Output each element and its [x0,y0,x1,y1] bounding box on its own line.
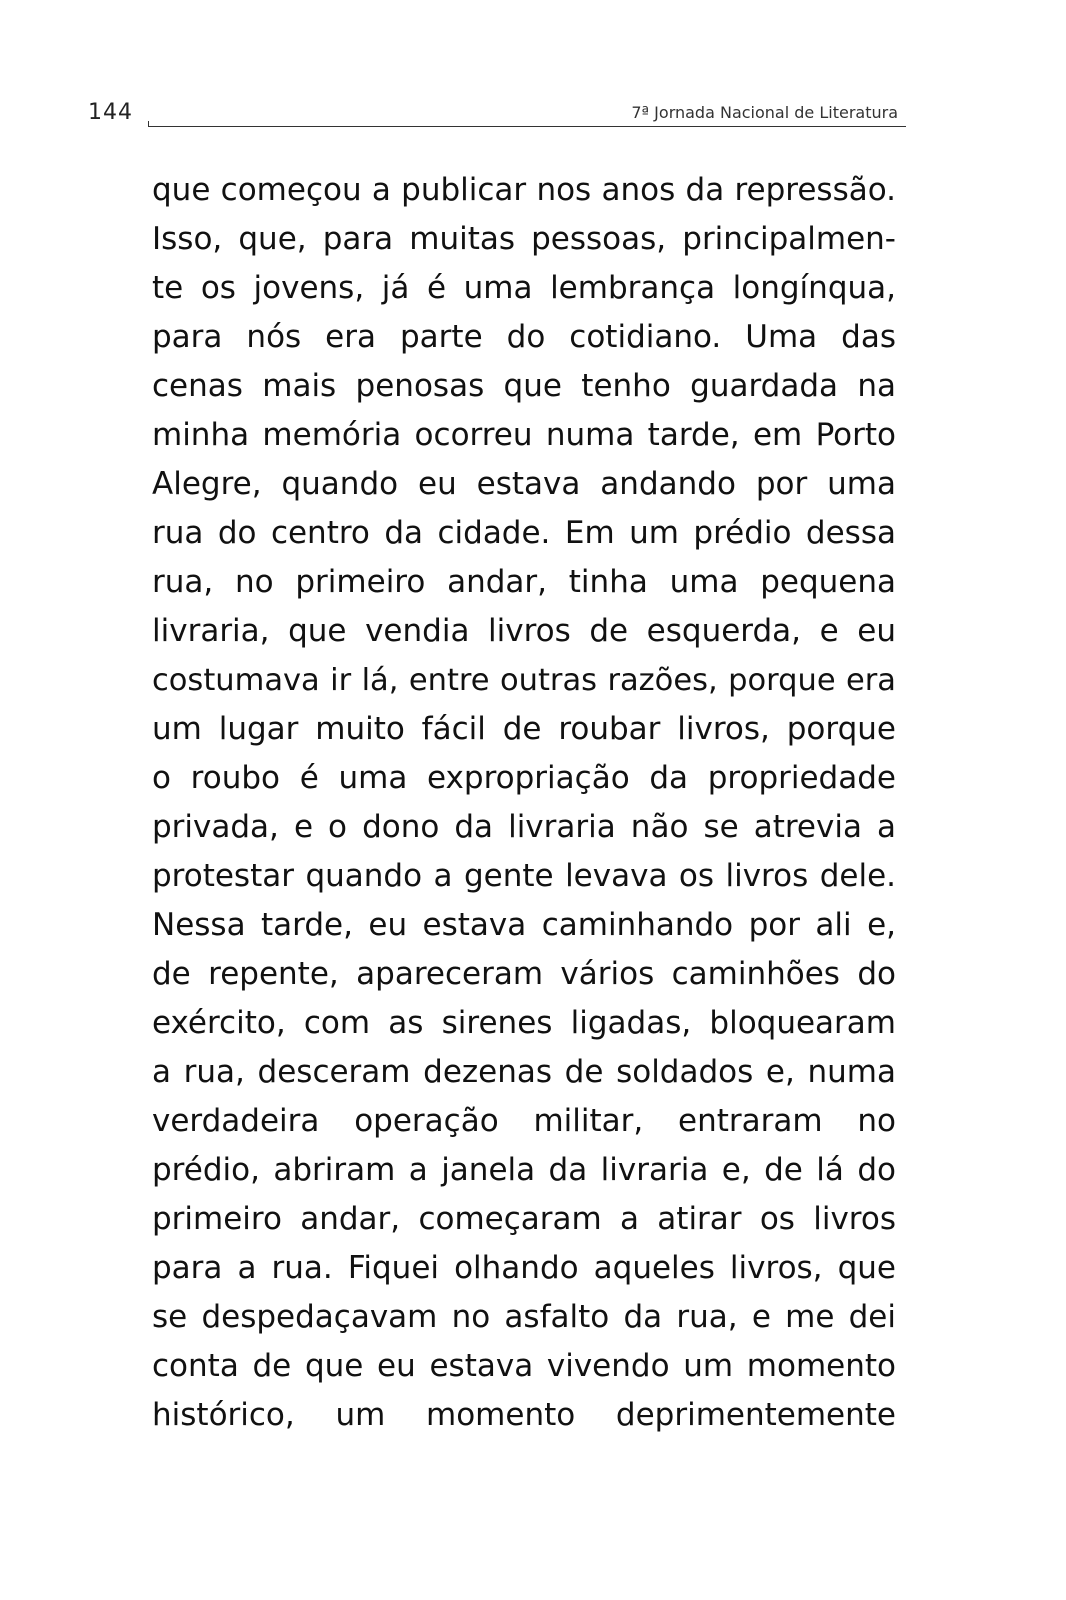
text-line: se despedaçavam no asfalto da rua, e me dei [152,1299,896,1335]
text-line: primeiro andar, começaram a atirar os livros [152,1201,896,1237]
text-line: costumava ir lá, entre outras razões, porque era [152,663,896,698]
text-line: Alegre, quando eu estava andando por uma [152,466,896,502]
text-line: rua do centro da cidade. Em um prédio dessa [152,515,896,551]
text-line: de repente, apareceram vários caminhões do [152,956,896,992]
running-head: 7ª Jornada Nacional de Literatura [631,103,898,122]
page-header [88,96,906,130]
text-line: Isso, que, para muitas pessoas, principalmen- [152,221,896,257]
text-line: histórico, um momento deprimentemente [152,1397,896,1433]
header-rule [148,126,906,127]
text-line: minha memória ocorreu numa tarde, em Porto [152,417,896,453]
text-line: a rua, desceram dezenas de soldados e, numa [152,1054,896,1090]
text-line: conta de que eu estava vivendo um momento [152,1348,896,1384]
body-text [152,166,896,1440]
text-line: protestar quando a gente levava os livros dele. [152,858,896,894]
text-line: rua, no primeiro andar, tinha uma pequena [152,564,896,600]
page-number: 144 [88,100,133,125]
text-line: cenas mais penosas que tenho guardada na [152,368,896,404]
text-line: exército, com as sirenes ligadas, bloquearam [152,1005,896,1041]
text-line: livraria, que vendia livros de esquerda, e eu [152,613,896,649]
text-line: Nessa tarde, eu estava caminhando por ali e, [152,907,896,943]
text-line: privada, e o dono da livraria não se atrevia a [152,809,896,845]
text-line: para a rua. Fiquei olhando aqueles livros, que [152,1250,896,1286]
text-line: prédio, abriram a janela da livraria e, de lá do [152,1152,896,1188]
text-line: te os jovens, já é uma lembrança longínqua, [152,270,896,306]
text-line: que começou a publicar nos anos da repressão. [152,172,896,208]
text-line: o roubo é uma expropriação da propriedade [152,760,896,796]
text-line: um lugar muito fácil de roubar livros, porque [152,711,896,747]
text-line: para nós era parte do cotidiano. Uma das [152,319,896,355]
text-line: verdadeira operação militar, entraram no [152,1103,896,1139]
